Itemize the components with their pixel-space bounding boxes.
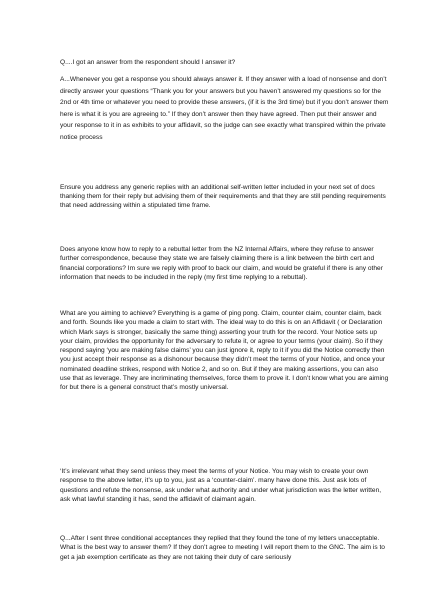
answer-1: A...Whenever you get a response you should always answer it. If they answer with a load of nonsense and don’t directly answer your questions “Thank you for your answers but you haven’t answered my questions so for the 2nd or 4th time or whatever you need to provide these answers, (if it is the 3rd time) but if you don’t answer them here is what it is you are agreeing to.” If they don’t answer then they have agreed. Then put their answer and your response to it in as exhibits to your affidavit, so the judge can see exactly what transpired within the private notice process [60,76,389,141]
question-1: Q....I got an answer from the respondent should I answer it? [60,59,236,66]
paragraph-irrelevant: ‘It’s irrelevant what they send unless they meet the terms of your Notice. You may wish to create your own response to the above letter, it’s up to you, just as a ‘counter-claim’. many have done this. Just ask lots of questions and refute the nonsense, ask under what authority and under what jurisdiction was the letter written, ask what lawful standing it has, send the affidavit of claimant again. [60,468,382,503]
question-conditional-acceptances: Q...After I sent three conditional acceptances they replied that they found the tone of my letters unacceptable. What is the best way to answer them? If they don’t agree to meeting I will report them to the GNC. The aim is to get a jab exemption certificate as they are not taking their duty of care seriously [60,535,385,561]
paragraph-rebuttal-question: Does anyone know how to reply to a rebuttal letter from the NZ Internal Affairs, where they refuse to answer further correspondence, because they state we are falsely claiming there is a link between the birth cert and financial corporations? Im sure we reply with proof to back our claim, and would be grateful if there is any other information that needs to be included in the reply (my first time replying to a rebuttal). [60,246,383,281]
paragraph-aiming-answer: What are you aiming to achieve? Everything is a game of ping pong. Claim, counter claim, counter claim, back and forth. Sounds like you made a claim to start with. The ideal way to do this is on an Affidavit ( or Declaration which Mark says is stronger, basically the same thing) asserting your truth for the record. Your Notice sets up your claim, provides the opportunity for the adversary to refute it, or agree to your terms (your claim). So if they respond saying ‘you are making false claims’ you can just ignore it, reply to it if you did the Notice correctly then you just accept their response as a dishonour because they didn’t meet the terms of your Notice, and once your nominated deadline strikes, respond with Notice 2, and so on. But if they are making assertions, you can also use that as leverage. They are incriminating themselves, force them to prove it. I don’t know what you are aiming for but there is a general construct that’s mostly universal. [60,310,389,392]
paragraph-generic-replies: Ensure you address any generic replies with an additional self-written letter included in your next set of docs thanking them for their reply but advising them of their requirements and that they are still pending requirements that need addressing within a stipulated time frame. [60,184,386,210]
